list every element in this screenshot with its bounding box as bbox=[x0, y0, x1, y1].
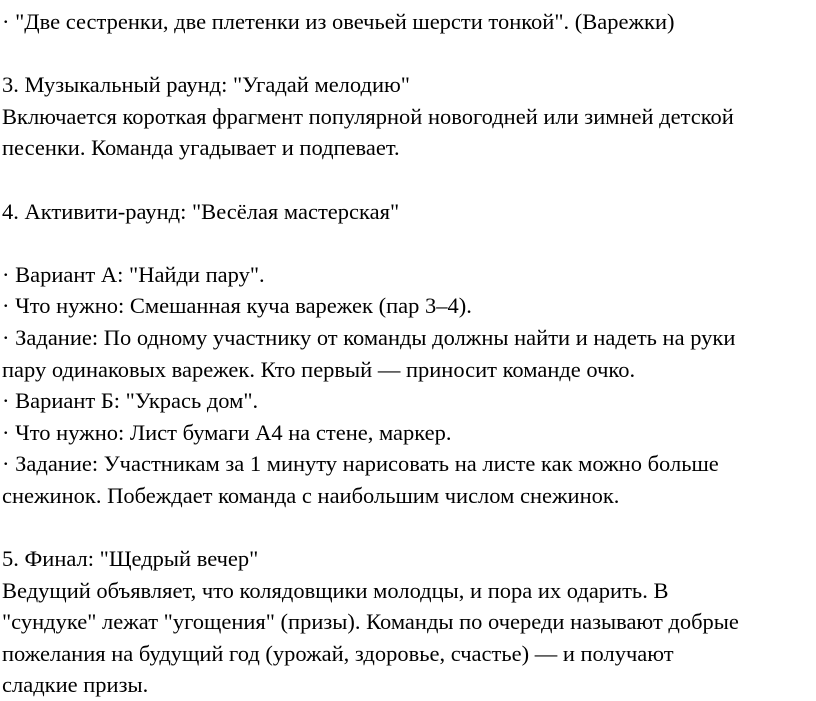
blank-line bbox=[2, 38, 816, 70]
blank-line bbox=[2, 512, 816, 544]
blank-line bbox=[2, 164, 816, 196]
round-5-text-line-2: "сундуке" лежат "угощения" (призы). Команды по очереди называют добрые bbox=[2, 609, 739, 635]
variant-a-task-line-2: пару одинаковых варежек. Кто первый — приносит команде очко. bbox=[2, 356, 636, 382]
riddle-line: · "Две сестренки, две плетенки из овечьей шерсти тонкой". (Варежки) bbox=[2, 9, 675, 34]
round-3-heading: 3. Музыкальный раунд: "Угадай мелодию" bbox=[2, 72, 410, 98]
round-4-heading: 4. Активити-раунд: "Весёлая мастерская" bbox=[2, 198, 400, 224]
blank-line bbox=[2, 227, 816, 259]
variant-a-title: · Вариант А: "Найди пару". bbox=[2, 261, 265, 287]
variant-a-needs: · Что нужно: Смешанная куча варежек (пар 3–4). bbox=[2, 293, 472, 319]
round-5-heading: 5. Финал: "Щедрый вечер" bbox=[2, 546, 259, 572]
round-5-text-line-4: сладкие призы. bbox=[2, 672, 149, 698]
round-5-text-line-3: пожелания на будущий год (урожай, здоровье, счастье) — и получают bbox=[2, 640, 674, 666]
variant-a-task-line-1: · Задание: По одному участнику от команды должны найти и надеть на руки bbox=[2, 324, 736, 350]
variant-b-task-line-1: · Задание: Участникам за 1 минуту нарисовать на листе как можно больше bbox=[2, 451, 719, 477]
variant-b-needs: · Что нужно: Лист бумаги А4 на стене, маркер. bbox=[2, 419, 452, 445]
variant-b-task-line-2: снежинок. Побеждает команда с наибольшим числом снежинок. bbox=[2, 482, 620, 508]
round-3-text-line-2: песенки. Команда угадывает и подпевает. bbox=[2, 135, 400, 161]
variant-b-title: · Вариант Б: "Укрась дом". bbox=[2, 388, 259, 414]
round-3-text-line-1: Включается короткая фрагмент популярной новогодней или зимней детской bbox=[2, 103, 734, 129]
round-5-text-line-1: Ведущий объявляет, что колядовщики молодцы, и пора их одарить. В bbox=[2, 577, 669, 603]
